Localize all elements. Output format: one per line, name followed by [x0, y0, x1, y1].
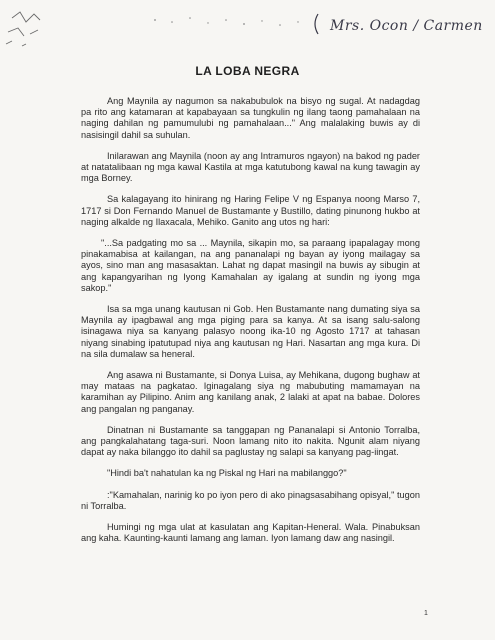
paragraph: Ang asawa ni Bustamante, si Donya Luisa, ay Mehikana, dugong bughaw at may mataas na pagkatao. Iginagalang siya ng mabubuting mamamayan na karamihan ay Pilipino. Anim ang kanilang anak, 2 lalaki at apat na babae. Dolores ang pangalan ng panganay. — [81, 370, 420, 414]
document-body — [81, 96, 420, 555]
paragraph: "...Sa padgating mo sa ... Maynila, sikapin mo, sa paraang ipapalagay mong pinakamabisa at kailangan, na ang pananalapi ng bayan ay iyong mailagay sa ayos, sino man ang masasaktan. Lahat ng dapat masingil na buwis ay sibugin at ang kapangyarihan ng Iyong Kamahalan ay igalang at sundin ng iyong mga sakop." — [81, 238, 420, 293]
handwritten-bracket — [315, 14, 318, 34]
paragraph: Dinatnan ni Bustamante sa tanggapan ng Pananalapi si Antonio Torralba, ang pangkalahatang taga-suri. Noon lamang nito ito nakita. Ngunit alam niyang dapat ay naka bilanggo ito dahil sa paglustay ng salapi sa kanyang pag-iingat. — [81, 424, 420, 458]
faint-dots — [154, 17, 299, 26]
corner-scribble — [6, 12, 40, 46]
paragraph: Humingi ng mga ulat at kasulatan ang Kapitan-Heneral. Wala. Pinabuksan ang kaha. Kaunting-kaunti lamang ang laman. Iyon lamang daw ang nasingil. — [81, 522, 420, 544]
paragraph: Isa sa mga unang kautusan ni Gob. Hen Bustamante nang dumating siya sa Maynila ay ipagbawal ang mga piging para sa kanya. At sa isang salu-salong isinagawa niya sa kanyang palasyo noong ika-10 ng Agosto 1717 at tahasan niyang sinabing ipatutupad niya ang kautusan ng Hari. Nasartan ang mga kura. Di na sila dumalaw sa heneral. — [81, 304, 420, 359]
paragraph: "Hindi ba't nahatulan ka ng Piskal ng Hari na mabilanggo?" — [107, 468, 347, 479]
paragraph: Sa kalagayang ito hinirang ng Haring Felipe V ng Espanya noong Marso 7, 1717 si Don Fernando Manuel de Bustamante y Bustillo, dating pinunong hukbo at naging alkalde ng Ilaxacala, Mehiko. Ganito ang utos ng hari: — [81, 194, 420, 227]
handwritten-note: Mrs. Ocon / Carmen — [330, 18, 483, 34]
paragraph: Inilarawan ang Maynila (noon ay ang Intramuros ngayon) na bakod ng pader at natatalibaan ng mga kawal Kastila at mga katutubong kawal na kung tawagin ay mga Borney. — [81, 150, 420, 184]
paragraph: Ang Maynila ay nagumon sa nakabubulok na bisyo ng sugal. At nadagdag pa rito ang katamaran at kapabayaan sa tungkulin ng ilang taong pamahalaan na naging dahilan ng pamumulubi ng pamahalaan..." Ang malalaking buwis ay di nasisingil dahil sa suhulan. — [81, 96, 420, 140]
document-title: LA LOBA NEGRA — [195, 64, 300, 78]
paragraph: :"Kamahalan, narinig ko po iyon pero di ako pinagsasabihang opisyal," tugon ni Torralba. — [81, 489, 420, 511]
page-number: 1 — [424, 610, 428, 617]
